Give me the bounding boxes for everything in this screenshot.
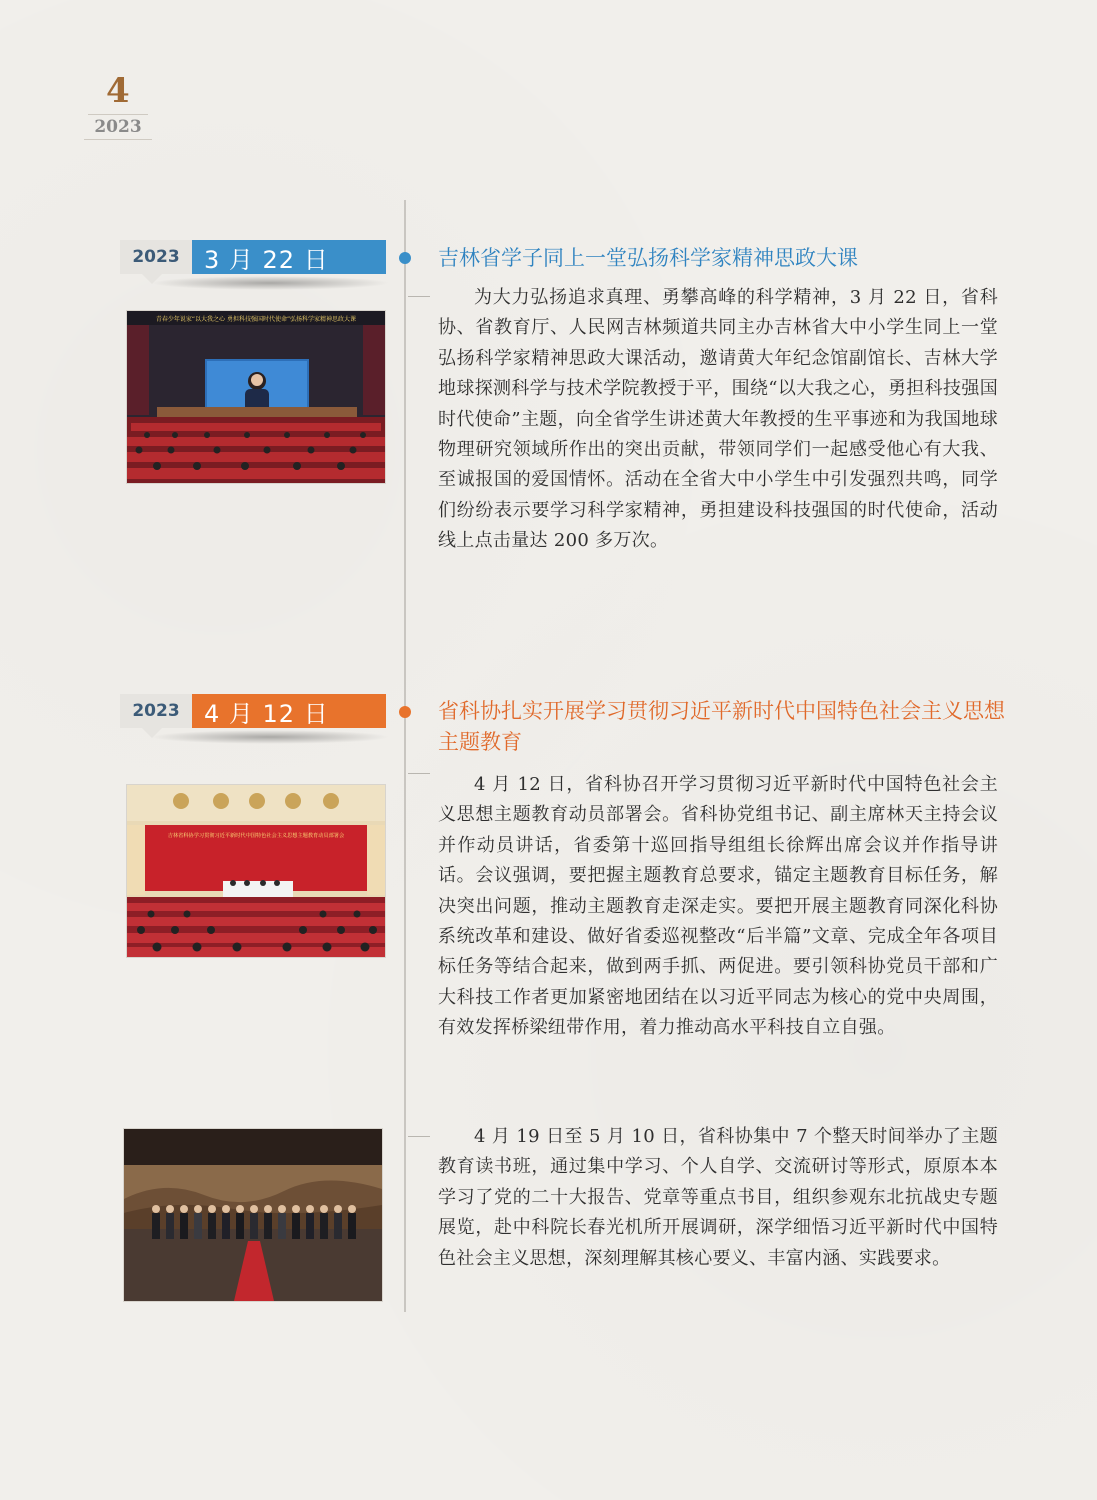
section-paragraph-1: 为大力弘扬追求真理、勇攀高峰的科学精神，3 月 22 日，省科协、省教育厅、人民网吉林频道共同主办吉林省大中小学生同上一堂弘扬科学家精神思政大课活动，邀请黄大年纪念馆副馆长、吉林大学地球探测科学与技术学院教授于平，围绕“以大我之心，勇担科技强国时代使命”主题，向全省学生讲述黄大年教授的生平事迹和为我国地球物理研究领域所作出的突出贡献，带领同学们一起感受他心有大我、至诚报国的爱国情怀。活动在全省大中小学生中引发强烈共鸣，同学们纷纷表示要学习科学家精神，勇担建设科技强国的时代使命，活动线上点击量达 200 多万次。 [438, 287, 998, 552]
section-title-2: 省科协扎实开展学习贯彻习近平新时代中国特色社会主义思想主题教育 [438, 699, 1005, 754]
date-tag-2 [120, 694, 386, 728]
date-tag-year: 2023 [120, 240, 192, 274]
section-paragraph-2: 4 月 12 日，省科协召开学习贯彻习近平新时代中国特色社会主义思想主题教育动员部署会。省科协党组书记、副主席林天主持会议并作动员讲话，省委第十巡回指导组组长徐辉出席会议并作指导讲话。会议强调，要把握主题教育总要求，锚定主题教育目标任务，解决突出问题，推动主题教育走深走实。要把开展主题教育同深化科协系统改革和建设、做好省委巡视整改“后半篇”文章、完成全年各项目标任务等结合起来，做到两手抓、两促进。要引领科协党员干部和广大科技工作者更加紧密地团结在以习近平同志为核心的党中央周围，有效发挥桥梁纽带作用，着力推动高水平科技自立自强。 [438, 774, 998, 1039]
tag-shadow [150, 730, 390, 744]
timeline-tick [408, 773, 430, 774]
tag-notch [142, 728, 162, 738]
group-photo [123, 1128, 383, 1302]
tag-notch [142, 274, 162, 284]
timeline-dot [399, 252, 411, 264]
section-paragraph-3: 4 月 19 日至 5 月 10 日，省科协集中 7 个整天时间举办了主题教育读书班，通过集中学习、个人自学、交流研讨等形式，原原本本学习了党的二十大报告、党章等重点书目，组织参观东北抗战史专题展览，赴中科院长春光机所开展调研，深学细悟习近平新时代中国特色社会主义思想，深刻理解其核心要义、丰富内涵、实践要求。 [438, 1126, 998, 1269]
photo-banner-text: 青春少年说家“以大我之心 勇担科技强国时代使命”弘扬科学家精神思政大课 [155, 316, 357, 323]
photo-banner-text: 吉林省科协学习贯彻习近平新时代中国特色社会主义思想主题教育动员部署会 [167, 833, 345, 839]
tag-shadow [150, 276, 390, 290]
page-number: 4 [106, 71, 130, 111]
date-tag-date: 4 月 12 日 [192, 694, 386, 728]
timeline-dot [399, 706, 411, 718]
timeline-tick [408, 1136, 430, 1137]
timeline-tick [408, 296, 430, 297]
page-year: 2023 [88, 114, 148, 137]
lecture-hall-photo [126, 310, 386, 484]
timeline-line [404, 200, 406, 1312]
date-tag-year: 2023 [120, 694, 192, 728]
date-tag-1 [120, 240, 386, 274]
meeting-hall-photo [126, 784, 386, 958]
date-tag-date: 3 月 22 日 [192, 240, 386, 274]
section-title-1: 吉林省学子同上一堂弘扬科学家精神思政大课 [438, 246, 858, 270]
